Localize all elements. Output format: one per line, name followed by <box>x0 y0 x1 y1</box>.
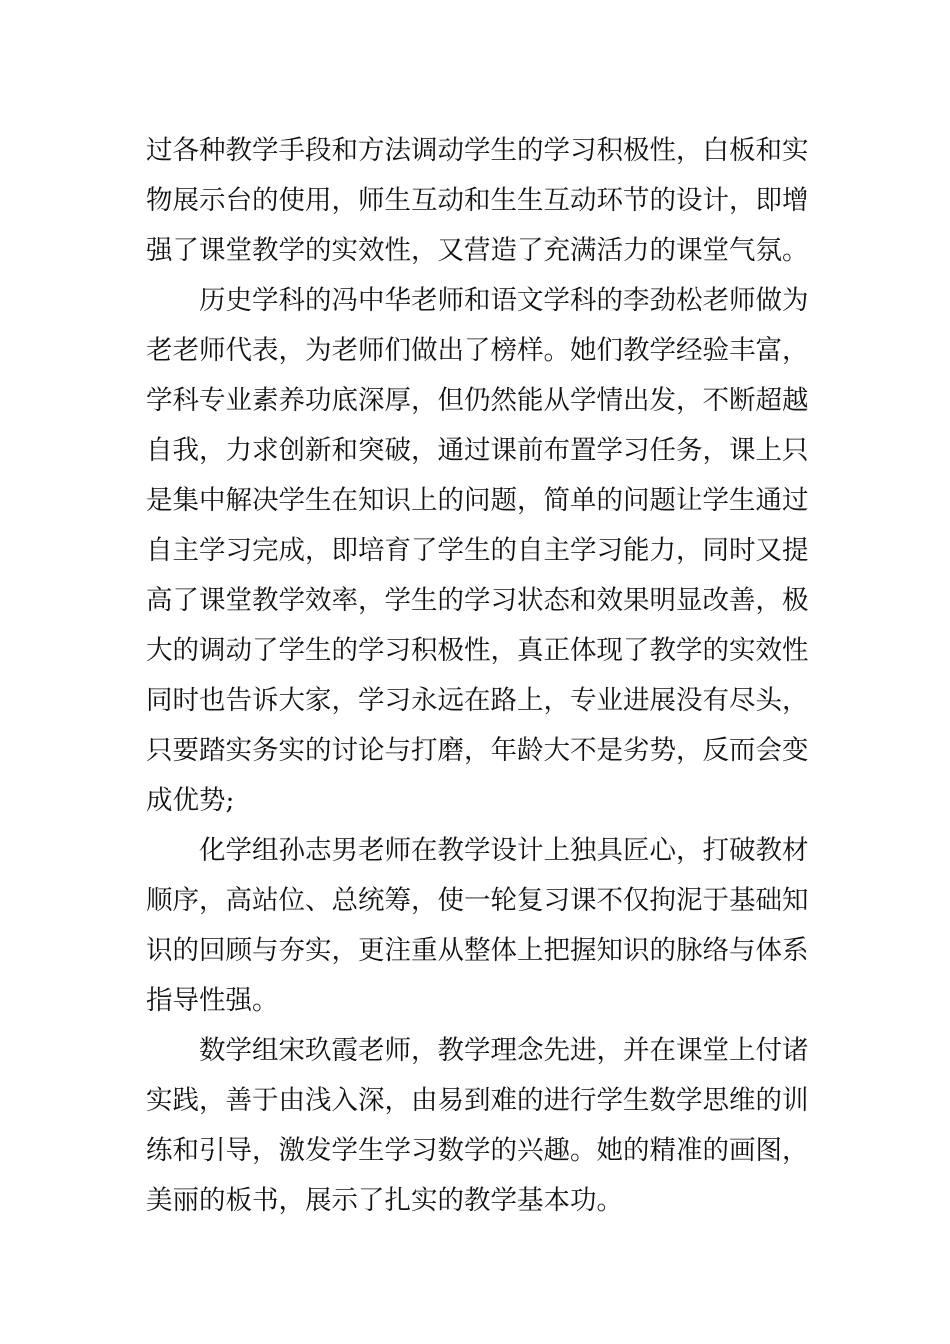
text-line: 练和引导，激发学生学习数学的兴趣。她的精准的画图， <box>146 1135 809 1166</box>
paragraph-1 <box>146 126 826 276</box>
text-line: 大的调动了学生的学习积极性，真正体现了教学的实效性 <box>146 635 809 666</box>
text-line: 自主学习完成，即培育了学生的自主学习能力，同时又提 <box>146 535 809 566</box>
text-line: 指导性强。 <box>146 985 279 1016</box>
text-line: 成优势; <box>146 785 235 816</box>
text-line: 同时也告诉大家，学习永远在路上，专业进展没有尽头， <box>146 685 809 716</box>
text-line: 物展示台的使用，师生互动和生生互动环节的设计，即增 <box>146 185 809 216</box>
text-line: 顺序，高站位、总统筹，使一轮复习课不仅拘泥于基础知 <box>146 885 809 916</box>
text-line: 老老师代表，为老师们做出了榜样。她们教学经验丰富， <box>146 335 809 366</box>
text-line: 数学组宋玖霞老师，教学理念先进，并在课堂上付诸 <box>146 1035 809 1066</box>
text-line: 美丽的板书，展示了扎实的教学基本功。 <box>146 1185 623 1216</box>
text-line: 过各种教学手段和方法调动学生的学习积极性，白板和实 <box>146 135 809 166</box>
text-line: 学科专业素养功底深厚，但仍然能从学情出发，不断超越 <box>146 385 809 416</box>
text-line: 高了课堂教学效率，学生的学习状态和效果明显改善，极 <box>146 585 809 616</box>
paragraph-3 <box>146 826 826 1026</box>
text-line: 历史学科的冯中华老师和语文学科的李劲松老师做为 <box>146 285 809 316</box>
text-line: 实践，善于由浅入深，由易到难的进行学生数学思维的训 <box>146 1085 809 1116</box>
text-line: 识的回顾与夯实，更注重从整体上把握知识的脉络与体系 <box>146 935 809 966</box>
text-line: 是集中解决学生在知识上的问题，简单的问题让学生通过 <box>146 485 809 516</box>
document-body <box>146 126 826 1226</box>
text-line: 只要踏实务实的讨论与打磨，年龄大不是劣势，反而会变 <box>146 735 809 766</box>
paragraph-4 <box>146 1026 826 1226</box>
text-line: 自我，力求创新和突破，通过课前布置学习任务，课上只 <box>146 435 809 466</box>
text-line: 化学组孙志男老师在教学设计上独具匠心，打破教材 <box>146 835 809 866</box>
paragraph-2 <box>146 276 826 826</box>
text-line: 强了课堂教学的实效性，又营造了充满活力的课堂气氛。 <box>146 235 809 266</box>
